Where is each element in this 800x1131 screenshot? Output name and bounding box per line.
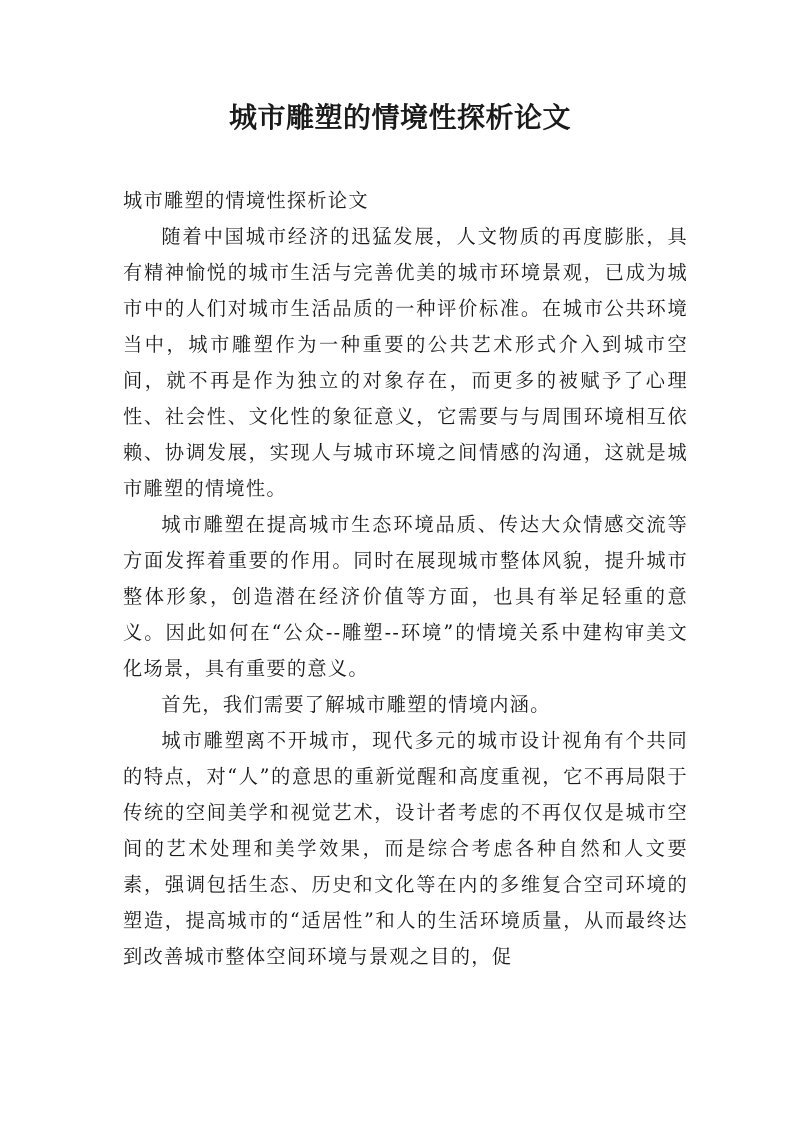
document-body [123,183,688,975]
paragraph-3: 首先，我们需要了解城市雕塑的情境内涵。 [161,693,551,716]
document-subtitle: 城市雕塑的情境性探析论文 [123,189,369,212]
page-title: 城市雕塑的情境性探析论文 [228,101,571,134]
paragraph-1: 随着中国城市经济的迅猛发展，人文物质的再度膨胀，具有精神愉悦的城市生活与完善优美的城市环境景观，已成为城市中的人们对城市生活品质的一种评价标准。在城市公共环境当中，城市雕塑作为一种重要的公共艺术形式介入到城市空间，就不再是作为独立的对象存在，而更多的被赋予了心理性、社会性、文化性的象征意义，它需要与与周围环境相互依赖、协调发展，实现人与城市环境之间情感的沟通，这就是城市雕塑的情境性。 [123,225,688,500]
paragraph-2: 城市雕塑在提高城市生态环境品质、传达大众情感交流等方面发挥着重要的作用。同时在展现城市整体风貌，提升城市整体形象，创造潜在经济价值等方面，也具有举足轻重的意义。因此如何在“公众--雕塑--环境”的情境关系中建构审美文化场景，具有重要的意义。 [123,513,688,680]
paragraph-4: 城市雕塑离不开城市，现代多元的城市设计视角有个共同的特点，对“人”的意思的重新觉醒和高度重视，它不再局限于传统的空间美学和视觉艺术，设计者考虑的不再仅仅是城市空间的艺术处理和美学效果，而是综合考虑各种自然和人文要素，强调包括生态、历史和文化等在内的多维复合空司环境的塑造，提高城市的“适居性”和人的生活环境质量，从而最终达到改善城市整体空间环境与景观之目的，促 [123,729,688,968]
